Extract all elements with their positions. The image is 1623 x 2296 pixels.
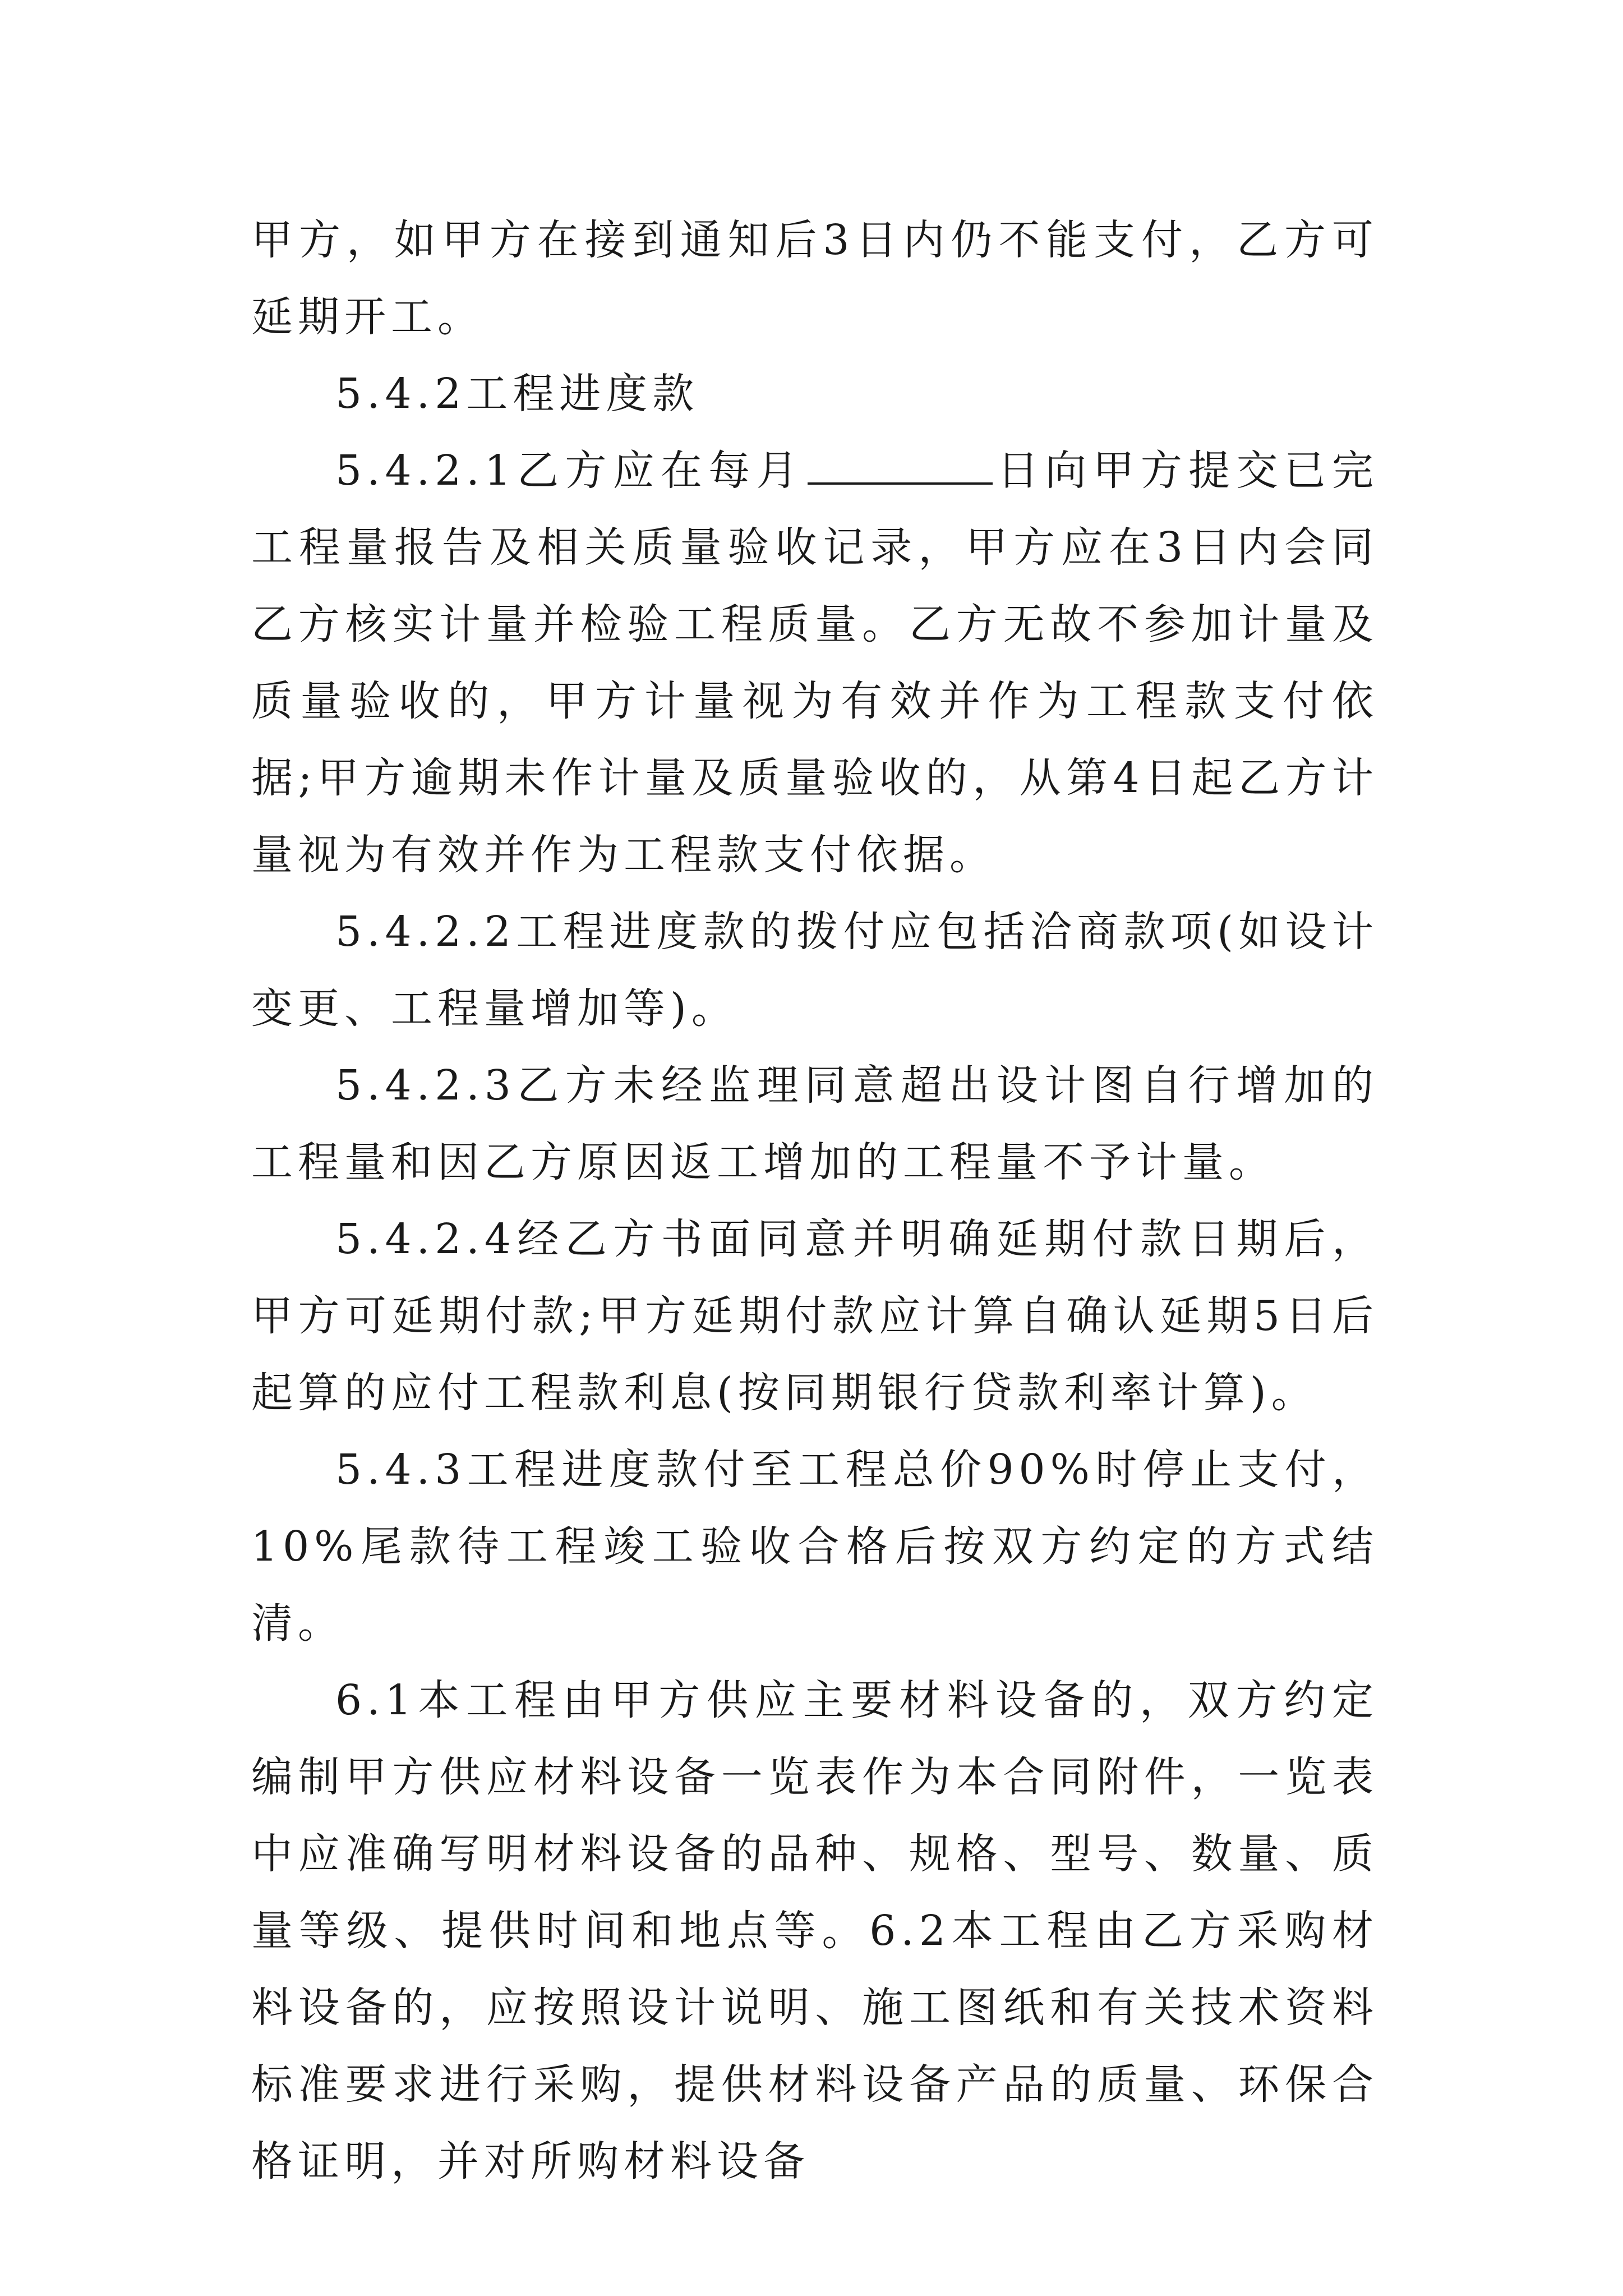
- paragraph-5-4-2-2: 5.4.2.2工程进度款的拨付应包括洽商款项(如设计变更、工程量增加等)。: [251, 908, 1378, 1033]
- paragraph-5-4-2-1-lead: 5.4.2.1乙方应在每月: [335, 447, 804, 495]
- fill-in-blank-line: [808, 443, 993, 485]
- paragraph-6-1: 6.1本工程由甲方供应主要材料设备的，双方约定编制甲方供应材料设备一览表作为本合同附件，一览表中应准确写明材料设备的品种、规格、型号、数量、质量等级、提供时间和地点等。6.2本工程由乙方采购材料设备的，应按照设计说明、施工图纸和有关技术资料标准要求进行采购，提供材料设备产品的质量、环保合格证明，并对所购材料设备: [251, 1676, 1378, 2185]
- document-page: [251, 202, 1378, 2200]
- paragraph-continuation: 甲方，如甲方在接到通知后3日内仍不能支付，乙方可延期开工。: [251, 216, 1378, 341]
- paragraph-5-4-2-1-rest: 日向甲方提交已完工程量报告及相关质量验收记录，甲方应在3日内会同乙方核实计量并检验工程质量。乙方无故不参加计量及质量验收的，甲方计量视为有效并作为工程款支付依据;甲方逾期未作计量及质量验收的，从第4日起乙方计量视为有效并作为工程款支付依据。: [251, 447, 1378, 879]
- paragraph-5-4-2-4: 5.4.2.4经乙方书面同意并明确延期付款日期后，甲方可延期付款;甲方延期付款应计算自确认延期5日后起算的应付工程款利息(按同期银行贷款利率计算)。: [251, 1215, 1378, 1417]
- paragraph-5-4-2-1: [251, 432, 1378, 894]
- paragraph-5-4-2-heading: 5.4.2工程进度款: [335, 370, 699, 418]
- paragraph-5-4-3: 5.4.3工程进度款付至工程总价90%时停止支付，10%尾款待工程竣工验收合格后按双方约定的方式结清。: [251, 1446, 1378, 1648]
- paragraph-5-4-2-3: 5.4.2.3乙方未经监理同意超出设计图自行增加的工程量和因乙方原因返工增加的工程量不予计量。: [251, 1061, 1378, 1186]
